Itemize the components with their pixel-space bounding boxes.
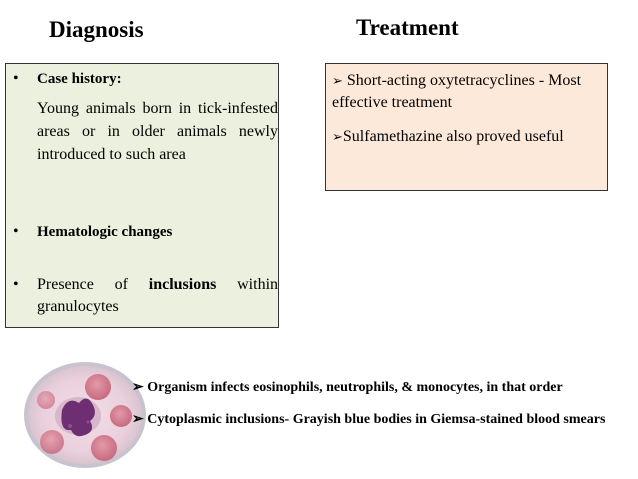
diagnosis-heading: Diagnosis (49, 17, 144, 42)
bullet-dot: • (13, 276, 19, 293)
bullet-dot: • (13, 223, 19, 240)
arrow-bullet-icon: ➢ (332, 73, 343, 88)
diagnosis-box (5, 63, 279, 328)
hematologic-label: Hematologic changes (37, 224, 173, 240)
treatment-item-sulfamethazine (332, 126, 599, 148)
note-organism-infects (132, 378, 632, 398)
presence-before: Presence of (37, 276, 149, 293)
inclusions-text (37, 274, 278, 318)
presence-after: within granulocytes (37, 276, 279, 315)
note-text: Cytoplasmic inclusions- Grayish blue bodies in Giemsa-stained blood smears (143, 412, 606, 427)
case-history-label: Case history: (37, 71, 122, 87)
blood-cell-illustration (22, 360, 149, 470)
case-history-text: Young animals born in tick-infested areas or in older animals newly introduced to such area (37, 100, 278, 163)
treatment-box (325, 63, 608, 191)
treatment-item-text: Short-acting oxytetracyclines - Most effective treatment (332, 72, 582, 111)
treatment-item-oxytetracycline (332, 70, 599, 114)
blood-cell-image (22, 360, 149, 470)
inclusions-bold: inclusions (148, 276, 217, 293)
arrow-bullet-icon: ➢ (132, 380, 144, 395)
bullet-dot: • (13, 70, 19, 87)
arrow-bullet-icon: ➢ (132, 412, 144, 427)
note-cytoplasmic-inclusions (132, 410, 632, 430)
treatment-item-text: Sulfamethazine also proved useful (342, 128, 564, 145)
note-text: Organism infects eosinophils, neutrophils, & monocytes, in that order (143, 380, 563, 395)
bottom-notes (132, 378, 632, 430)
treatment-heading: Treatment (356, 15, 459, 40)
arrow-bullet-icon: ➢ (332, 129, 343, 144)
